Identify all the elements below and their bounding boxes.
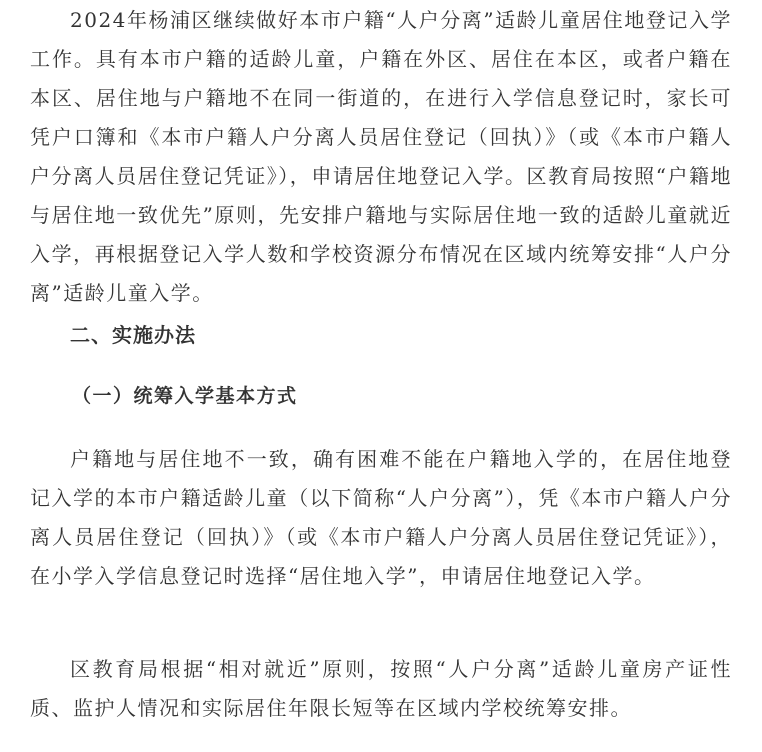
paragraph-registration-intro: 2024年杨浦区继续做好本市户籍“人户分离”适龄儿童居住地登记入学工作。具有本市户籍的适龄儿童，户籍在外区、居住在本区，或者户籍在本区、居住地与户籍地不在同一街道的，在进行入学信息登记时，家长可凭户口簿和《本市户籍人户分离人员居住登记（回执）》（或《本市户籍人户分离人员居住登记凭证》），申请居住地登记入学。区教育局按照“户籍地与居住地一致优先”原则，先安排户籍地与实际居住地一致的适龄儿童就近入学，再根据登记入学人数和学校资源分布情况在区域内统筹安排“人户分离”适龄儿童入学。 [30, 8, 732, 305]
subsection-heading: （一）统筹入学基本方式 [72, 385, 298, 407]
paragraph-arrangement: 区教育局根据“相对就近”原则，按照“人户分离”适龄儿童房产证性质、监护人情况和实际居住年限长短等在区域内学校统筹安排。 [30, 657, 732, 720]
paragraph-basic-method-part-2: （或《本市户籍人户分离人员居住登记凭证 [285, 525, 687, 549]
section-heading: 二、实施办法 [70, 323, 196, 347]
paragraph-basic-method [30, 440, 732, 596]
paragraph-basic-method-part-3: 》），在小学入学信息登记时选择“居住地入学”，申请居住地登记入学。 [30, 525, 733, 588]
paragraph-basic-method-part-1: 户籍地与居住地不一致，确有困难不能在户籍地入学的，在居住地登记入学的本市户籍适龄儿童（以下简称“人户分离”），凭《本市户籍人户分离人员居住登记（回执）》 [30, 447, 732, 549]
